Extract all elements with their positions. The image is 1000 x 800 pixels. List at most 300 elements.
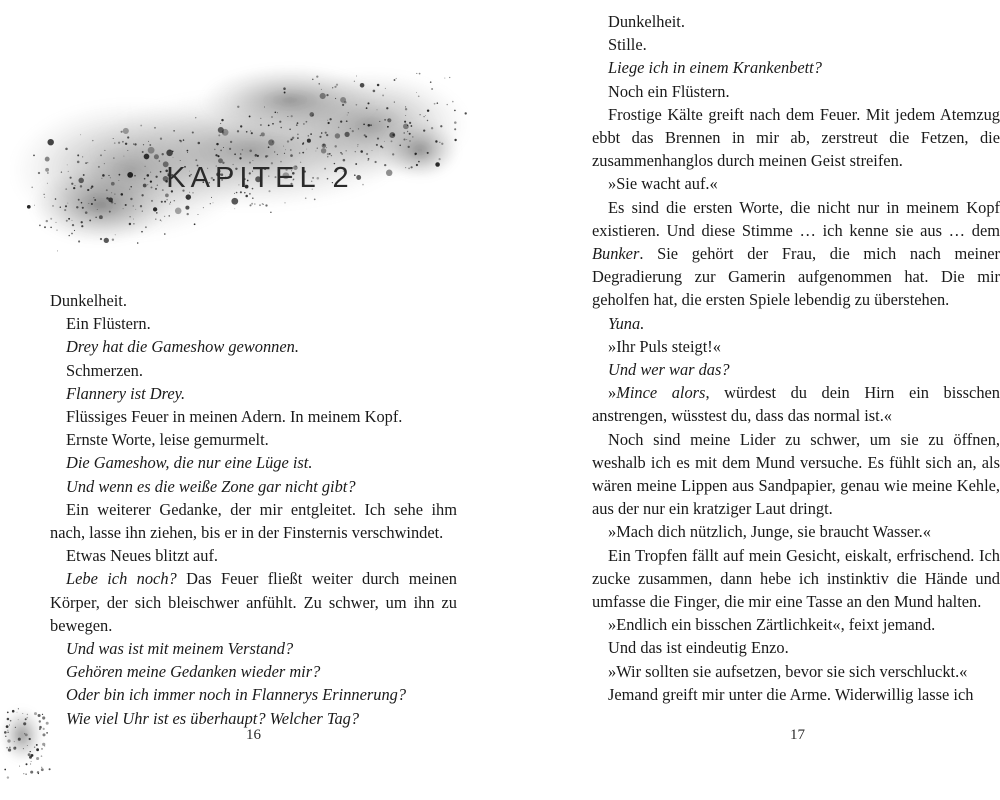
- text-run: , würdest du dein Hirn ein bisschen anstrengen, wüsstest du, dass das normal ist.«: [592, 383, 1000, 426]
- ink-dot: [154, 127, 156, 129]
- ink-dot: [187, 197, 189, 199]
- ink-dot: [405, 115, 406, 116]
- ink-dot: [302, 152, 304, 154]
- ink-dot: [299, 152, 301, 154]
- ink-dot: [24, 733, 25, 734]
- ink-dot: [95, 217, 96, 218]
- ink-dot: [151, 200, 153, 202]
- ink-dot: [27, 205, 31, 209]
- ink-dot: [44, 226, 46, 228]
- ink-dot: [77, 154, 79, 156]
- ink-dot: [186, 194, 192, 200]
- right-page: [500, 0, 1000, 800]
- paragraph: [592, 520, 1000, 543]
- ink-dot: [4, 731, 7, 734]
- ink-dot: [143, 144, 144, 145]
- ink-dot: [8, 748, 11, 751]
- left-page-body-text: [50, 289, 457, 730]
- italic-run: Liege ich in einem Krankenbett?: [608, 58, 822, 78]
- ink-dot: [215, 154, 217, 156]
- ink-dot: [81, 221, 83, 223]
- ink-dot: [405, 108, 407, 110]
- ink-dot: [43, 728, 45, 730]
- paragraph: [592, 660, 1000, 683]
- ink-dot: [19, 766, 20, 767]
- ink-dot: [454, 121, 457, 124]
- ink-dot: [418, 95, 420, 97]
- ink-dot: [12, 710, 15, 713]
- ink-dot: [52, 205, 54, 207]
- ink-dot: [39, 726, 42, 729]
- ink-dot: [36, 748, 39, 751]
- ink-dot: [127, 150, 128, 151]
- ink-dot: [88, 203, 89, 204]
- ink-dot: [326, 134, 328, 136]
- ink-dot: [160, 138, 162, 140]
- ink-dot: [164, 233, 166, 235]
- ink-dot: [30, 751, 31, 752]
- ink-dot: [234, 208, 235, 209]
- ink-dot: [326, 94, 328, 96]
- ink-dot: [7, 732, 8, 733]
- ink-dot: [352, 130, 354, 132]
- ink-dot: [145, 226, 147, 228]
- ink-dot: [251, 132, 253, 134]
- ink-dot: [242, 149, 243, 150]
- ink-dot: [122, 141, 124, 143]
- ink-splatter-corner: [0, 700, 70, 790]
- ink-dot: [47, 139, 53, 145]
- ink-dot: [123, 156, 124, 157]
- text-run: Jemand greift mir unter die Arme. Widerwillig lasse ich: [608, 684, 974, 704]
- ink-dot: [343, 159, 346, 162]
- ink-dot: [419, 73, 421, 75]
- ink-dot: [30, 771, 33, 774]
- ink-dot: [156, 212, 158, 214]
- ink-dot: [92, 140, 93, 141]
- ink-dot: [404, 121, 406, 123]
- ink-dot: [357, 144, 358, 145]
- ink-dot: [435, 140, 437, 142]
- ink-dot: [287, 116, 288, 117]
- paragraph: [50, 335, 457, 358]
- ink-dot: [100, 154, 102, 156]
- ink-dot: [249, 115, 251, 117]
- ink-dot: [161, 221, 162, 222]
- ink-dot: [27, 714, 28, 715]
- text-run: Flüssiges Feuer in meinen Adern. In meinem Kopf.: [66, 407, 403, 427]
- ink-dot: [274, 151, 275, 152]
- ink-dot: [360, 150, 363, 153]
- ink-dot: [328, 122, 330, 124]
- ink-dot: [370, 124, 372, 126]
- ink-dot: [321, 89, 322, 90]
- ink-dot: [261, 132, 265, 136]
- ink-dot: [104, 238, 109, 243]
- ink-dot: [356, 104, 358, 106]
- ink-dot: [80, 134, 81, 135]
- text-run: . Sie gehört der Frau, die mich nach meiner Degradierung zur Gamerin aufgenommen hat. Die mir geholfen hat, die ersten Spiele lebendig zu überstehen.: [592, 244, 1000, 310]
- ink-dot: [134, 143, 136, 145]
- ink-dot: [439, 158, 441, 160]
- ink-dot: [123, 128, 129, 134]
- ink-dot: [292, 137, 294, 139]
- paragraph: [592, 381, 1000, 427]
- ink-dot: [367, 102, 369, 104]
- ink-dot: [326, 147, 327, 148]
- paragraph: [592, 683, 1000, 706]
- ink-dot: [137, 242, 139, 244]
- ink-dot: [46, 722, 49, 725]
- ink-dot: [17, 712, 18, 713]
- ink-dot: [68, 218, 70, 220]
- ink-dot: [386, 107, 388, 109]
- ink-dot: [23, 773, 24, 774]
- ink-dot: [297, 122, 299, 124]
- ink-dot: [148, 147, 155, 154]
- ink-dot: [338, 127, 340, 128]
- ink-dot: [195, 159, 197, 161]
- ink-dot: [133, 205, 134, 206]
- ink-dot: [291, 138, 292, 139]
- ink-dot: [358, 128, 359, 129]
- text-run: Ein Flüstern.: [66, 314, 151, 334]
- ink-dot: [263, 204, 264, 205]
- ink-dot: [416, 73, 417, 74]
- ink-dot: [5, 736, 6, 737]
- ink-dot: [170, 202, 171, 203]
- ink-dot: [268, 125, 270, 127]
- ink-dot: [454, 110, 456, 112]
- ink-dot: [25, 718, 27, 720]
- ink-dot: [431, 127, 433, 129]
- ink-dot: [161, 201, 163, 203]
- ink-dot: [71, 233, 73, 235]
- ink-dot: [265, 204, 267, 206]
- ink-dot: [272, 141, 273, 142]
- ink-dot: [174, 200, 175, 201]
- ink-dot: [15, 747, 16, 748]
- ink-dot: [9, 725, 10, 726]
- text-run: Frostige Kälte greift nach dem Feuer. Mit jedem Atemzug ebbt das Brennen in mir ab, zerstreut die Fetzen, die zusammenhanglos durch meinen Geist streifen.: [592, 104, 1000, 171]
- ink-dot: [285, 149, 286, 150]
- text-run: Noch ein Flüstern.: [608, 81, 730, 101]
- ink-dot: [283, 87, 286, 90]
- ink-dot: [372, 150, 373, 151]
- ink-dot: [329, 118, 331, 120]
- ink-dot: [354, 81, 355, 82]
- ink-dot: [113, 138, 114, 139]
- paragraph: [50, 428, 457, 451]
- ink-dot: [100, 238, 102, 240]
- ink-dot: [81, 202, 83, 204]
- ink-dot: [317, 148, 318, 149]
- ink-dot: [142, 151, 144, 153]
- paragraph: [592, 636, 1000, 659]
- ink-dot: [55, 222, 56, 223]
- ink-dot: [408, 146, 410, 148]
- right-page-body-text: [592, 10, 1000, 706]
- ink-dot: [366, 153, 368, 155]
- ink-dot: [277, 112, 278, 113]
- text-run: »Wir sollten sie aufsetzen, bevor sie sich verschluckt.«: [608, 661, 968, 681]
- ink-dot: [30, 763, 31, 764]
- ink-dot: [425, 115, 426, 116]
- text-run: Dunkelheit.: [608, 12, 685, 31]
- ink-dot: [187, 213, 189, 215]
- ink-dot: [6, 747, 8, 749]
- ink-dot: [376, 144, 378, 146]
- ink-dot: [183, 139, 184, 140]
- ink-dot: [153, 207, 157, 211]
- ink-dot: [74, 230, 75, 231]
- text-run: Das Feuer fließt weiter durch meinen Körper, der sich bleischwer anfühlt. Zu schwer, um ihn zu bewegen.: [50, 569, 457, 635]
- ink-dot: [341, 153, 342, 154]
- ink-dot: [327, 120, 328, 121]
- ink-dot: [72, 220, 73, 221]
- ink-dot: [388, 119, 389, 120]
- ink-dot: [173, 157, 174, 158]
- italic-run: Oder bin ich immer noch in Flannerys Erinnerung?: [66, 685, 407, 705]
- text-run: »Ihr Puls steigt!«: [608, 336, 721, 356]
- ink-dot: [82, 156, 83, 157]
- ink-dot: [312, 79, 313, 80]
- ink-dot: [403, 132, 404, 133]
- ink-dot: [211, 197, 212, 198]
- ink-dot: [66, 220, 68, 222]
- ink-dot: [309, 112, 314, 117]
- ink-dot: [255, 154, 256, 155]
- ink-dot: [394, 79, 396, 81]
- ink-dot: [78, 240, 80, 242]
- italic-run: Lebe ich noch?: [66, 569, 177, 589]
- ink-dot: [55, 198, 57, 200]
- text-run: »Sie wacht auf.«: [608, 174, 718, 194]
- ink-dot: [403, 123, 409, 129]
- ink-dot: [320, 93, 326, 99]
- ink-dot: [240, 125, 242, 127]
- ink-dot: [423, 129, 425, 131]
- paragraph: [592, 80, 1000, 103]
- ink-dot: [42, 743, 45, 746]
- ink-dot: [23, 722, 26, 725]
- ink-dot: [384, 119, 386, 121]
- text-run: Es sind die ersten Worte, die nicht nur in meinem Kopf existieren. Und diese Stimme … ich kenne sie aus … dem: [592, 197, 1000, 240]
- ink-dot: [109, 211, 111, 213]
- ink-dot: [46, 220, 48, 222]
- ink-dot: [133, 223, 135, 225]
- ink-dot: [234, 153, 236, 155]
- page-number: 17: [790, 727, 805, 743]
- ink-dot: [118, 142, 120, 144]
- ink-dot: [170, 150, 171, 151]
- ink-dot: [347, 115, 348, 116]
- ink-dot: [368, 158, 370, 160]
- ink-dot: [423, 116, 424, 117]
- ink-dot: [336, 84, 338, 86]
- ink-dot: [91, 203, 93, 205]
- ink-dot: [121, 131, 123, 133]
- italic-run: Wie viel Uhr ist es überhaupt? Welcher Tag?: [66, 708, 360, 728]
- ink-dot: [22, 713, 23, 714]
- ink-dot: [148, 141, 149, 142]
- ink-dot: [27, 745, 28, 746]
- ink-dot: [407, 131, 408, 132]
- ink-dot: [377, 138, 379, 140]
- ink-dot: [452, 101, 454, 103]
- ink-dot: [50, 227, 51, 228]
- ink-dot: [32, 755, 33, 756]
- ink-dot: [187, 152, 188, 153]
- ink-dot: [394, 102, 395, 103]
- ink-dot: [15, 727, 16, 728]
- ink-dot: [39, 720, 41, 722]
- paragraph: [50, 451, 457, 474]
- ink-dot: [180, 140, 182, 142]
- ink-dot: [169, 204, 170, 205]
- ink-dot: [440, 125, 442, 127]
- ink-dot: [115, 234, 116, 235]
- ink-dot: [419, 114, 420, 115]
- paragraph: [50, 498, 457, 544]
- ink-dot: [245, 195, 248, 198]
- ink-dot: [125, 143, 127, 145]
- ink-dot: [41, 768, 44, 771]
- ink-dot: [249, 150, 252, 153]
- ink-dot: [36, 757, 39, 760]
- ink-dot: [140, 205, 142, 207]
- paragraph: [592, 613, 1000, 636]
- ink-dot: [406, 139, 407, 140]
- ink-dot: [7, 776, 9, 778]
- ink-dot: [396, 78, 397, 79]
- ink-dot: [409, 122, 411, 124]
- ink-dot: [357, 146, 358, 147]
- ink-splatter-illustration: [10, 30, 470, 260]
- ink-dot: [412, 136, 414, 138]
- ink-dot: [99, 215, 103, 219]
- ink-dot: [57, 250, 58, 251]
- ink-dot: [356, 76, 357, 77]
- ink-dot: [6, 725, 9, 728]
- ink-dot: [164, 216, 165, 217]
- ink-dot: [382, 94, 384, 96]
- italic-run: Drey hat die Gameshow gewonnen.: [66, 337, 299, 357]
- italic-run: Die Gameshow, die nur eine Lüge ist.: [66, 453, 313, 473]
- ink-dot: [25, 734, 28, 737]
- ink-dot: [46, 732, 48, 734]
- italic-run: Bunker: [592, 244, 640, 264]
- ink-dot: [169, 215, 170, 216]
- ink-dot: [290, 154, 293, 157]
- ink-dot: [321, 132, 323, 134]
- ink-dot: [216, 143, 218, 145]
- paragraph: [592, 544, 1000, 614]
- ink-dot: [28, 753, 31, 756]
- italic-run: Gehören meine Gedanken wieder mir?: [66, 662, 321, 682]
- ink-dot: [319, 83, 320, 84]
- ink-dot: [60, 206, 61, 207]
- ink-dot: [325, 132, 327, 134]
- ink-dot: [454, 128, 456, 130]
- ink-dot: [203, 207, 204, 208]
- ink-dot: [348, 112, 349, 113]
- ink-dot: [213, 202, 214, 203]
- text-run: »: [608, 383, 617, 403]
- ink-dot: [297, 137, 299, 139]
- ink-dot: [332, 87, 333, 88]
- paragraph: [592, 196, 1000, 312]
- ink-dot: [14, 741, 15, 742]
- ink-dot: [447, 104, 448, 105]
- text-run: Noch sind meine Lider zu schwer, um sie zu öffnen, weshalb ich es mit dem Mund versuche. Es fühlt sich an, als wären meine Lippen aus Sandpapier, genau wie meine Kehle, aus der nur ein kratziger Laut dringt.: [592, 429, 1000, 519]
- ink-dot: [41, 767, 42, 768]
- ink-dot: [465, 112, 467, 114]
- ink-dot: [39, 225, 41, 227]
- ink-dot: [34, 746, 35, 747]
- ink-dot: [85, 211, 88, 214]
- ink-dot: [312, 115, 313, 116]
- ink-dot: [123, 208, 124, 209]
- ink-dot: [217, 155, 219, 157]
- ink-dot: [350, 128, 351, 129]
- ink-dot: [220, 123, 221, 124]
- ink-dot: [220, 150, 222, 152]
- ink-dot: [141, 231, 143, 233]
- ink-dot: [26, 763, 28, 765]
- ink-dot: [229, 148, 231, 150]
- ink-dot: [241, 154, 242, 155]
- ink-dot: [97, 209, 98, 210]
- ink-dot: [106, 197, 108, 199]
- ink-dot: [214, 149, 216, 151]
- ink-dot: [194, 223, 196, 225]
- ink-dot: [180, 160, 181, 161]
- ink-dot: [111, 201, 114, 204]
- italic-run: Flannery ist Drey.: [66, 383, 186, 403]
- ink-dot: [45, 157, 50, 162]
- ink-dot: [335, 133, 340, 138]
- ink-dot: [331, 155, 332, 156]
- ink-dot: [164, 201, 166, 203]
- ink-dot: [210, 203, 211, 204]
- text-run: Schmerzen.: [66, 360, 143, 380]
- ink-dot: [36, 744, 38, 746]
- paragraph: [592, 335, 1000, 358]
- ink-dot: [379, 121, 380, 122]
- ink-dot: [392, 153, 394, 155]
- ink-dot: [56, 230, 57, 231]
- text-run: »Endlich ein bisschen Zärtlichkeit«, feixt jemand.: [608, 615, 936, 635]
- ink-dot: [65, 205, 67, 207]
- ink-dot: [142, 210, 143, 211]
- italic-run: Und wenn es die weiße Zone gar nicht gibt?: [66, 476, 356, 496]
- paragraph: [592, 103, 1000, 173]
- chapter-heading: KAPITEL 2: [166, 162, 354, 194]
- ink-dot: [290, 149, 292, 151]
- ink-dot: [340, 152, 341, 153]
- ink-dot: [82, 207, 84, 209]
- ink-dot: [280, 127, 282, 129]
- ink-dot: [18, 719, 19, 720]
- ink-dot: [283, 146, 284, 147]
- paragraph: [592, 56, 1000, 79]
- ink-dot: [439, 142, 440, 143]
- text-run: Etwas Neues blitzt auf.: [66, 546, 219, 566]
- ink-dot: [391, 140, 393, 142]
- ink-dot: [303, 123, 304, 124]
- ink-dot: [315, 151, 316, 152]
